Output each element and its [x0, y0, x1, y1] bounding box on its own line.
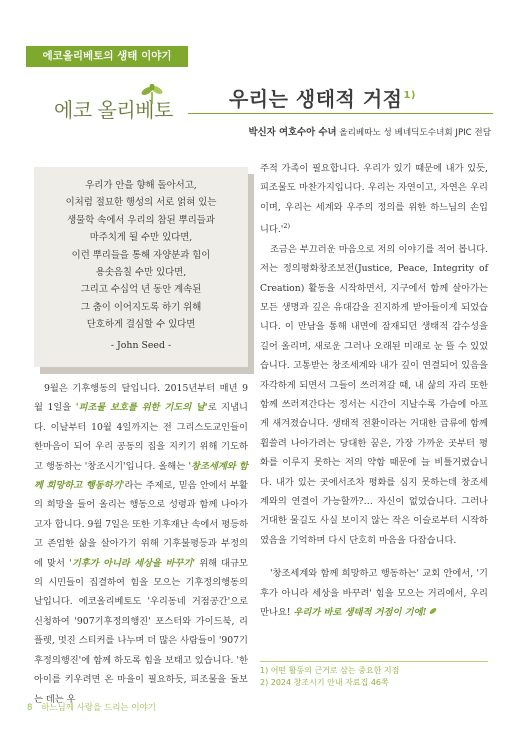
page-footer	[27, 701, 156, 713]
footnote-divider	[260, 661, 488, 662]
footnote: 2) 2024 창조시기 안내 자료집 46쪽	[260, 678, 389, 687]
byline-name: 박신자 여호수아 수녀	[248, 127, 337, 138]
body-text: 주적 가족이 필요합니다. 우리가 있기 때문에 내가 있듯, 피조물도 마찬가지입니다. 우리는 자연이고, 자연은 우리이며, 우리는 세계와 우주의 정의를 위한 하느님의 손입니다.'	[260, 163, 488, 236]
running-title: 하느님께 사랑을 드리는 이야기	[41, 703, 156, 713]
footnote-mark: 2)	[283, 222, 291, 231]
poem-line: 용솟음칠 수만 있다면,	[95, 267, 187, 279]
poem	[34, 177, 248, 354]
highlight-text: '피조물 보호를 위한 기도의 날'	[75, 402, 208, 414]
leaf-icon	[138, 84, 166, 104]
byline-affiliation: 올리베따노 성 베네딕도수녀회 JPIC 전담	[339, 128, 491, 138]
highlight-text: '창조세계와 함께 희망하고 행동하기'	[34, 460, 248, 492]
eco-oliveto-logo	[54, 84, 194, 124]
title-divider	[188, 113, 493, 114]
body-paragraph	[260, 564, 488, 622]
poem-author: - John Seed -	[110, 339, 172, 351]
highlight-text: 우리가 바로 생태적 거점이 기에!	[293, 607, 427, 619]
poem-line: 이처럼 절묘한 행성의 서로 얽혀 있는	[65, 197, 217, 209]
poem-line: 단호하게 결심할 수 있다면	[86, 319, 196, 331]
page-number: 8	[27, 703, 33, 713]
body-text: 라는 주제로, 믿음 안에서 부활의 희망을 들어 올리는 행동으로 성령과 함께 나아가고자 합니다. 9월 7일은 또한 기후재난 속에서 평등하고 존엄한 삶을 살아가기 위해 기후불평등과 부정의에 맞서	[34, 480, 249, 569]
poem-line: 그리고 수십억 년 동안 계속된	[80, 284, 202, 296]
right-column	[260, 159, 488, 622]
body-text: '창조세계와 함께 희망하고 행동하는' 교회 안에서, '기후가 아니라 세상을 바꾸려' 힘을 모으는 거리에서, 우리 만나요!	[260, 568, 488, 619]
body-text: 위해 대규모의 시민들이 집결하여 힘을 모으는 기후정의행동의 날입니다. 에코올리베토도 '우리동네 거점공간'으로 신청하여 '907기후정의행진' 포스터와 가이드북, 리플렛, 멋진 스티커를 나누며 더 많은 사람들이 '907기후정의행진'에 함께 하도록 힘을 보태고 있습니다. '한 아이를 키우려면 온 마을이 필요하듯, 피조물을 돌보는 데는 우	[34, 557, 248, 705]
body-text: 로 지냅니다. 이날부터 10월 4일까지는 전 그리스도교인들이 한마음이 되어 우리 공동의 집을 지키기 위해 기도하고 행동하는 '창조시기'입니다. 올해는	[34, 402, 248, 472]
body-paragraph	[260, 159, 488, 240]
logo-text: 에코 올리베토	[54, 98, 173, 122]
title-footnote-mark: 1)	[403, 90, 416, 102]
body-paragraph: 조금은 부끄러운 마음으로 저의 이야기를 적어 봅니다. 저는 정의평화창조보전(Justice, Peace, Integrity of Creation) 활동을 시작하면서, 지구에서 함께 살아가는 모든 생명과 깊은 유대감을 진지하게 받아들이게 되었습니다. 이 만남을 통해 내면에 잠재되던 생태적 감수성을 길어 올리며, 새로운 그러나 오래된 미래로 눈 뜰 수 있었습니다. 고통받는 창조세계와 내가 깊이 연결되어 있음을 자각하게 되면서 그들이 쓰러져갈 때, 내 삶의 자리 또한 함께 쓰러져간다는 정서는 시간이 지날수록 가슴에 아프게 새겨졌습니다. 생태적 전환이라는 거대한 급류에 함께 휩쓸려 나아가려는 당대한 꿈은, 가장 가까운 곳부터 평화를 이루지 못하는 저의 약함 때문에 늘 비틀거렸습니다. 내가 있는 곳에서조차 평화를 심지 못하는데 창조세계와의 연결이 가능할까?… 자신이 없었습니다. 그러나 거대한 물길도 사실 보이지 않는 작은 이슬로부터 시작하였음을 기억하며 다시 단호히 마음을 다잡습니다.	[260, 243, 488, 546]
poem-line: 그 춤이 이어지도록 하기 위해	[80, 301, 202, 313]
poem-line: 생물학 속에서 우리의 참된 뿌리들과	[67, 214, 215, 226]
footnotes	[260, 665, 399, 689]
leaf-icon	[428, 606, 438, 616]
byline	[249, 124, 491, 138]
footnote: 1) 어떤 활동의 근거로 삼는 중요한 지점	[260, 666, 400, 675]
poem-line: 우리가 안을 향해 돌아서고,	[85, 180, 197, 191]
article-title	[229, 83, 416, 112]
series-label: 에코올리베토의 생태 이야기	[26, 46, 188, 67]
body-text: 9월은 기후행동의 달입니다. 2015년부터 매년 9월 1일을	[34, 383, 248, 414]
title-text: 우리는 생태적 거점	[228, 87, 403, 111]
poem-line: 이런 뿌리들을 통해 자양분과 힘이	[71, 249, 211, 261]
highlight-text: '기후가 아니라 세상을 바꾸기'	[69, 557, 196, 569]
body-paragraph	[34, 379, 248, 709]
left-column	[34, 379, 248, 709]
poem-line: 마주치게 될 수만 있다면,	[89, 232, 193, 244]
